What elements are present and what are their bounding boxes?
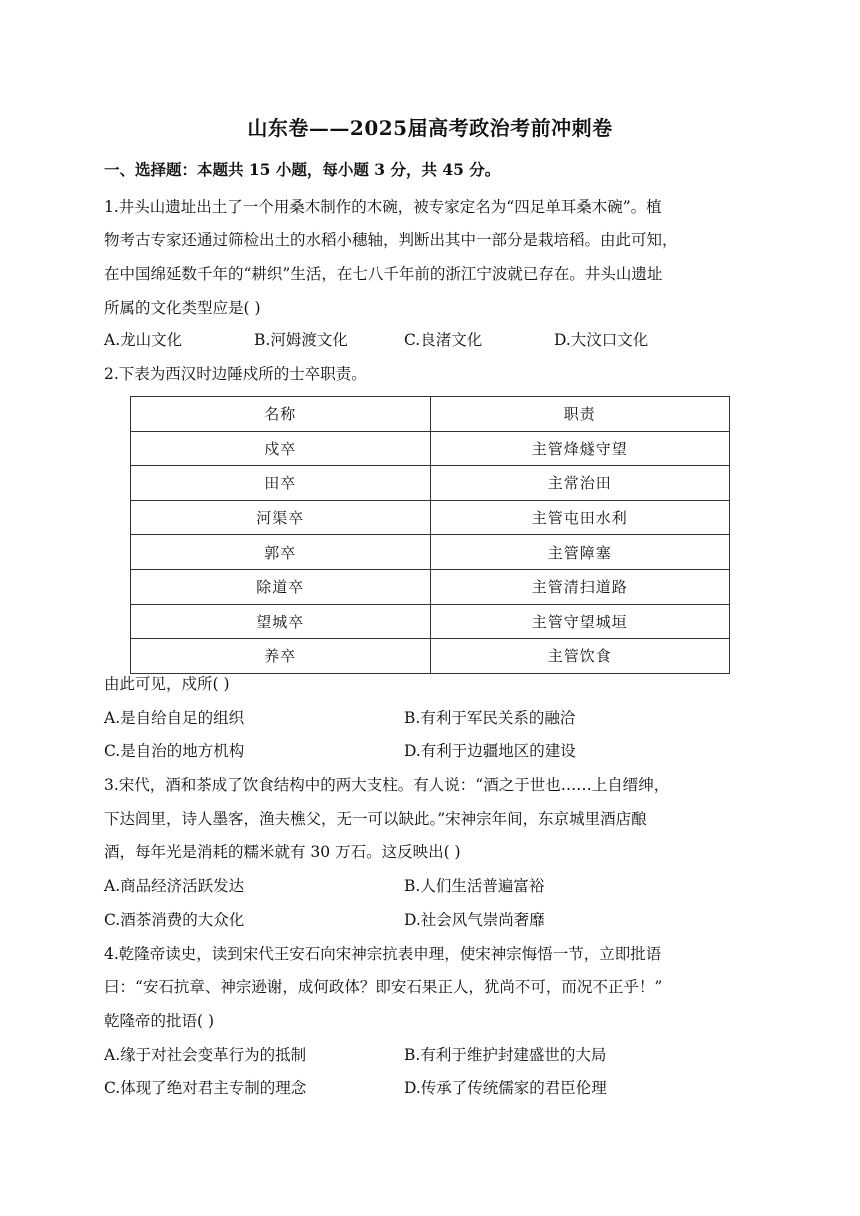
section-heading: 一、选择题：本题共 15 小题，每小题 3 分，共 45 分。 <box>104 160 501 179</box>
table-header-row <box>131 397 730 432</box>
q1-line: 在中国绵延数千年的“耕织”生活，在七八千年前的浙江宁波就已存在。井头山遗址 <box>104 265 663 283</box>
table-cell: 养卒 <box>131 639 431 674</box>
q2-option-d: D.有利于边疆地区的建设 <box>404 742 576 760</box>
table-cell: 主常治田 <box>430 466 730 501</box>
table-cell: 望城卒 <box>131 604 431 639</box>
q1-line: 物考古专家还通过筛检出土的水稻小穗轴，判断出其中一部分是栽培稻。由此可知， <box>104 231 678 249</box>
table-cell: 除道卒 <box>131 569 431 604</box>
table-cell: 主管障塞 <box>430 535 730 570</box>
q1-line: 1.井头山遗址出土了一个用桑木制作的木碗，被专家定名为“四足单耳桑木碗”。植 <box>104 198 662 216</box>
table-cell: 主管烽燧守望 <box>430 431 730 466</box>
table-cell: 主管守望城垣 <box>430 604 730 639</box>
table-cell: 主管屯田水利 <box>430 500 730 535</box>
q3-line: 3.宋代，酒和茶成了饮食结构中的两大支柱。有人说：“酒之于世也……上自缙绅， <box>104 776 670 794</box>
q2-stem: 由此可见，戍所( ) <box>104 675 230 693</box>
table-header-cell: 名称 <box>131 397 431 432</box>
table-row <box>131 569 730 604</box>
q2-option-b: B.有利于军民关系的融洽 <box>404 709 576 727</box>
q1-option-d: D.大汶口文化 <box>554 331 649 349</box>
q1-option-c: C.良渚文化 <box>404 331 483 349</box>
q2-option-a: A.是自给自足的组织 <box>104 709 245 727</box>
table-cell: 戍卒 <box>131 431 431 466</box>
table-cell: 郭卒 <box>131 535 431 570</box>
q3-option-a: A.商品经济活跃发达 <box>104 877 245 895</box>
q3-option-d: D.社会风气崇尚奢靡 <box>404 911 545 929</box>
q3-option-b: B.人们生活普遍富裕 <box>404 877 545 895</box>
q1-option-a: A.龙山文化 <box>104 331 183 349</box>
q1-option-b: B.河姆渡文化 <box>254 331 348 349</box>
q4-line: 4.乾隆帝读史，读到宋代王安石向宋神宗抗表申理，使宋神宗悔悟一节，立即批语 <box>104 945 662 963</box>
q4-option-b: B.有利于维护封建盛世的大局 <box>404 1046 607 1064</box>
page-title: 山东卷——2025届高考政治考前冲刺卷 <box>247 116 613 140</box>
table-cell: 主管饮食 <box>430 639 730 674</box>
q4-option-d: D.传承了传统儒家的君臣伦理 <box>404 1079 607 1097</box>
table-row <box>131 639 730 674</box>
table-row <box>131 466 730 501</box>
table-row <box>131 604 730 639</box>
table-cell: 田卒 <box>131 466 431 501</box>
q4-line: 乾隆帝的批语( ) <box>104 1012 215 1030</box>
q3-line: 下达闾里，诗人墨客，渔夫樵父，无一可以缺此。”宋神宗年间，东京城里酒店酿 <box>104 810 647 828</box>
table-row <box>131 500 730 535</box>
q2-intro: 2.下表为西汉时边陲戍所的士卒职责。 <box>104 365 367 383</box>
q2-option-c: C.是自治的地方机构 <box>104 742 245 760</box>
duties-table <box>130 396 730 674</box>
table-cell: 主管清扫道路 <box>430 569 730 604</box>
q3-option-c: C.酒茶消费的大众化 <box>104 911 245 929</box>
table-cell: 河渠卒 <box>131 500 431 535</box>
table-header-cell: 职责 <box>430 397 730 432</box>
q3-line: 酒，每年光是消耗的糯米就有 30 万石。这反映出( ) <box>104 843 461 861</box>
table-row <box>131 535 730 570</box>
q4-line: 曰：“安石抗章、神宗逊谢，成何政体？即安石果正人，犹尚不可，而况不正乎！” <box>104 978 663 996</box>
q1-line: 所属的文化类型应是( ) <box>104 299 261 317</box>
q4-option-a: A.缘于对社会变革行为的抵制 <box>104 1046 307 1064</box>
q4-option-c: C.体现了绝对君主专制的理念 <box>104 1079 307 1097</box>
table-row <box>131 431 730 466</box>
